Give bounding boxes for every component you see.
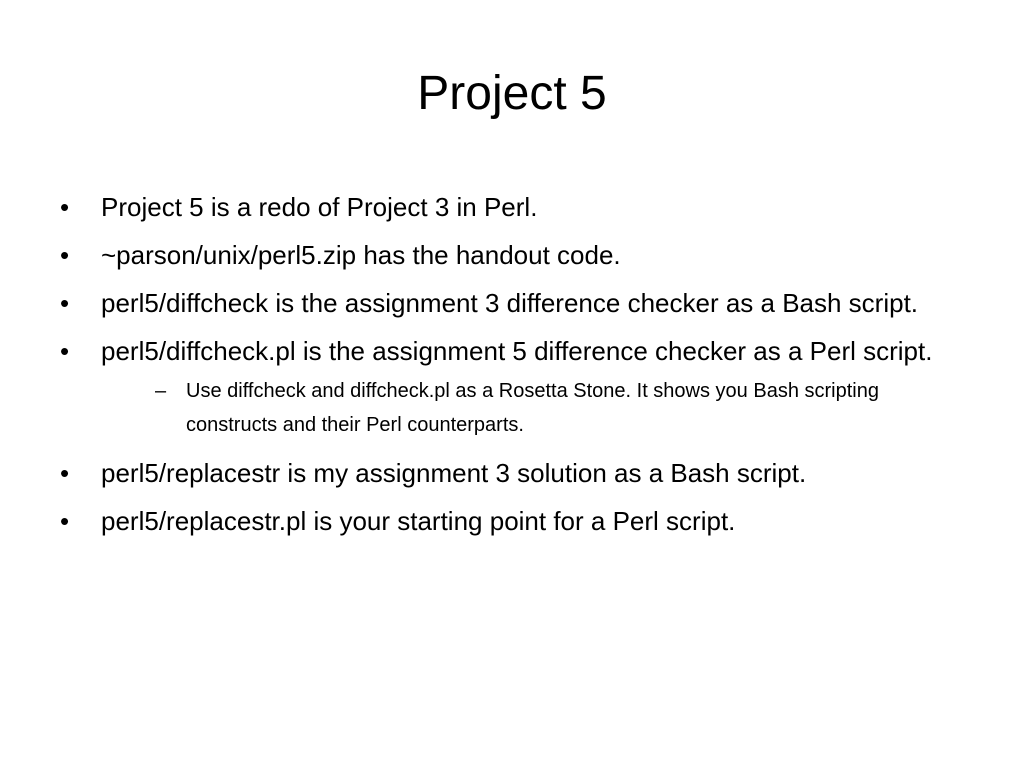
bullet-marker: • xyxy=(60,506,70,536)
bullet-text: perl5/replacestr is my assignment 3 solution as a Bash script. xyxy=(101,458,807,488)
sub-bullet-list xyxy=(101,374,960,442)
bullet-text: perl5/diffcheck is the assignment 3 difference checker as a Bash script. xyxy=(101,288,919,318)
bullet-item xyxy=(60,500,960,542)
bullet-item xyxy=(60,330,960,442)
sub-bullet-item xyxy=(101,374,960,442)
slide-title: Project 5 xyxy=(417,67,607,120)
bullet-text: ~parson/unix/perl5.zip has the handout code. xyxy=(101,240,621,270)
bullet-item xyxy=(60,186,960,228)
sub-bullet-text: Use diffcheck and diffcheck.pl as a Rosetta Stone. It shows you Bash scripting constructs and their Perl counterparts. xyxy=(186,380,879,436)
sub-bullet-marker: – xyxy=(155,380,167,402)
bullet-text: perl5/replacestr.pl is your starting point for a Perl script. xyxy=(101,506,736,536)
bullet-marker: • xyxy=(60,240,70,270)
bullet-item xyxy=(60,234,960,276)
bullet-marker: • xyxy=(60,288,70,318)
bullet-list xyxy=(60,186,960,548)
bullet-item xyxy=(60,282,960,324)
bullet-item xyxy=(60,452,960,494)
bullet-text: perl5/diffcheck.pl is the assignment 5 difference checker as a Perl script. xyxy=(101,336,933,366)
bullet-marker: • xyxy=(60,336,70,366)
bullet-marker: • xyxy=(60,458,70,488)
bullet-marker: • xyxy=(60,192,70,222)
bullet-text: Project 5 is a redo of Project 3 in Perl. xyxy=(101,192,538,222)
